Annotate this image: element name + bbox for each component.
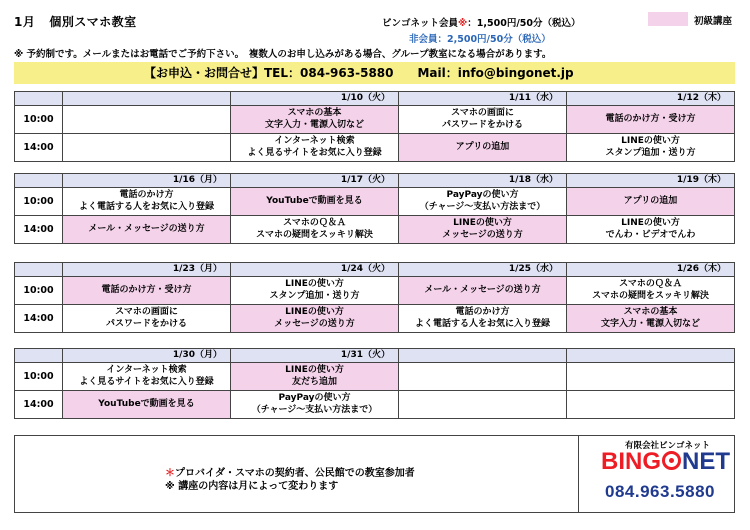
member-price-text: ：1,500円/50分（税込） (467, 18, 581, 29)
class-cell[interactable]: スマホのＱ＆Ａ スマホの疑問をスッキリ解決 (231, 216, 399, 244)
week-table (14, 173, 735, 244)
date-header (63, 92, 231, 106)
class-cell[interactable]: PayPayの使い方 （チャージ～支払い方法まで） (399, 188, 567, 216)
date-header: 1/19（木） (567, 174, 735, 188)
logo-text-b: NET (682, 448, 730, 475)
month-label: 1月 (14, 15, 36, 29)
time-cell: 10:00 (15, 106, 63, 134)
footer-note-1-text: プロバイダ・スマホの契約者、公民館での教室参加者 (175, 468, 415, 479)
class-cell[interactable]: アプリの追加 (567, 188, 735, 216)
date-header (567, 349, 735, 363)
class-cell[interactable]: スマホの画面に パスワードをかける (63, 305, 231, 333)
class-cell (567, 363, 735, 391)
table-row (15, 363, 735, 391)
reservation-note: ※ 予約制です。メールまたはお電話でご予約下さい。 複数人のお申し込みがある場合、グループ教室になる場合があります。 (14, 49, 552, 60)
class-cell[interactable]: インターネット検索 よく見るサイトをお気に入り登録 (231, 134, 399, 162)
class-cell[interactable]: 電話のかけ方 よく電話する人をお気に入り登録 (63, 188, 231, 216)
legend-swatch (648, 12, 688, 26)
member-label: ビンゴネット会員 (382, 18, 459, 29)
class-cell[interactable]: インターネット検索 よく見るサイトをお気に入り登録 (63, 363, 231, 391)
class-cell[interactable]: LINEの使い方 メッセージの送り方 (231, 305, 399, 333)
date-header: 1/18（水） (399, 174, 567, 188)
class-cell[interactable]: LINEの使い方 スタンプ追加・送り方 (231, 277, 399, 305)
class-cell[interactable]: LINEの使い方 友だち追加 (231, 363, 399, 391)
class-cell[interactable]: LINEの使い方 メッセージの送り方 (399, 216, 567, 244)
table-row (15, 216, 735, 244)
class-cell[interactable]: メール・メッセージの送り方 (63, 216, 231, 244)
footer-note-2: ※ 講座の内容は月によって変わります (165, 481, 339, 492)
date-header: 1/30（月） (63, 349, 231, 363)
date-header: 1/23（月） (63, 263, 231, 277)
class-cell[interactable]: スマホの画面に パスワードをかける (399, 106, 567, 134)
class-cell[interactable]: PayPayの使い方 （チャージ～支払い方法まで） (231, 391, 399, 419)
date-header: 1/31（火） (231, 349, 399, 363)
date-header: 1/24（火） (231, 263, 399, 277)
date-header: 1/12（木） (567, 92, 735, 106)
class-cell (63, 106, 231, 134)
class-cell[interactable]: アプリの追加 (399, 134, 567, 162)
logo-text-a: BING (601, 448, 661, 475)
table-row (15, 305, 735, 333)
contact-banner[interactable]: 【お申込・お問合せ】TEL：084-963-5880 Mail：info@bingonet.jp (14, 62, 735, 84)
class-cell[interactable]: LINEの使い方 スタンプ追加・送り方 (567, 134, 735, 162)
table-row (15, 134, 735, 162)
footer (14, 435, 735, 513)
class-cell[interactable]: YouTubeで動画を見る (231, 188, 399, 216)
company-logo (601, 448, 730, 476)
header-corner (15, 174, 63, 188)
class-cell[interactable]: スマホのＱ＆Ａ スマホの疑問をスッキリ解決 (567, 277, 735, 305)
class-cell[interactable]: 電話のかけ方・受け方 (63, 277, 231, 305)
member-star: ※ (458, 18, 468, 29)
page-title (14, 13, 137, 30)
week-table (14, 348, 735, 419)
company-phone[interactable]: 084.963.5880 (605, 482, 715, 501)
class-cell[interactable]: LINEの使い方 でんわ・ビデオでんわ (567, 216, 735, 244)
time-cell: 10:00 (15, 277, 63, 305)
time-cell: 14:00 (15, 134, 63, 162)
table-row (15, 277, 735, 305)
date-header: 1/10（火） (231, 92, 399, 106)
date-header: 1/11（水） (399, 92, 567, 106)
company-name: 有限会社ビンゴネット (625, 441, 711, 451)
table-row (15, 391, 735, 419)
legend-label: 初級講座 (694, 16, 733, 27)
date-header: 1/25（水） (399, 263, 567, 277)
nonmember-price: 非会員：2,500円/50分（税込） (409, 34, 551, 45)
title-label: 個別スマホ教室 (49, 15, 137, 29)
header-corner (15, 263, 63, 277)
date-header (399, 349, 567, 363)
class-cell (567, 391, 735, 419)
class-cell (63, 134, 231, 162)
class-cell[interactable]: 電話のかけ方 よく電話する人をお気に入り登録 (399, 305, 567, 333)
date-header: 1/16（月） (63, 174, 231, 188)
logo-o-icon (662, 451, 681, 470)
week-table (14, 262, 735, 333)
header-corner (15, 92, 63, 106)
header-corner (15, 349, 63, 363)
class-cell (399, 391, 567, 419)
week-table (14, 91, 735, 162)
table-row (15, 188, 735, 216)
class-cell[interactable]: メール・メッセージの送り方 (399, 277, 567, 305)
time-cell: 14:00 (15, 391, 63, 419)
class-cell[interactable]: YouTubeで動画を見る (63, 391, 231, 419)
time-cell: 10:00 (15, 363, 63, 391)
time-cell: 14:00 (15, 216, 63, 244)
class-cell[interactable]: スマホの基本 文字入力・電源入切など (567, 305, 735, 333)
date-header: 1/17（火） (231, 174, 399, 188)
time-cell: 10:00 (15, 188, 63, 216)
asterisk-icon: ＊ (165, 468, 175, 479)
class-cell (399, 363, 567, 391)
date-header: 1/26（木） (567, 263, 735, 277)
footer-divider (578, 436, 579, 512)
class-cell[interactable]: 電話のかけ方・受け方 (567, 106, 735, 134)
class-cell[interactable]: スマホの基本 文字入力・電源入切など (231, 106, 399, 134)
table-row (15, 106, 735, 134)
time-cell: 14:00 (15, 305, 63, 333)
member-price (382, 15, 581, 29)
